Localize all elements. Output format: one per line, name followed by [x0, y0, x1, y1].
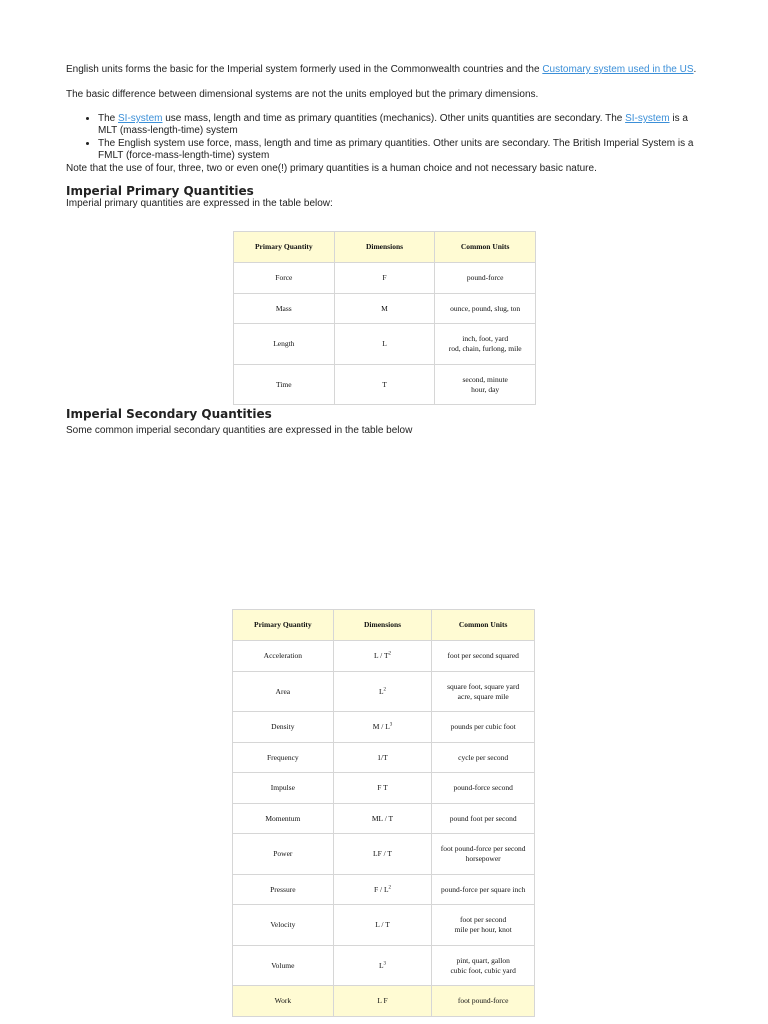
primary-heading: Imperial Primary Quantities: [66, 183, 254, 198]
intro-end: .: [693, 64, 697, 75]
table-row: [233, 743, 535, 773]
units-cell: foot per second squared: [432, 641, 535, 672]
dimension-cell: F: [334, 263, 435, 294]
note-paragraph: Note that the use of four, three, two or even one(!) primary quantities is a human choice and not necessary basic nature.: [66, 163, 597, 174]
units-cell: [435, 365, 536, 405]
table-row: [233, 986, 535, 1017]
table-row: [233, 641, 535, 672]
dimension-cell: [333, 712, 432, 743]
units-line-2: mile per hour, knot: [454, 925, 512, 934]
table-row: [234, 263, 536, 294]
si-system-link[interactable]: SI-system: [118, 113, 163, 124]
units-line-1: pint, quart, gallon: [456, 955, 510, 965]
dimension-text: L / T: [373, 651, 389, 660]
secondary-intro: Some common imperial secondary quantities are expressed in the table below: [66, 425, 413, 436]
table-row: [233, 905, 535, 946]
units-cell: cycle per second: [432, 743, 535, 773]
difference-paragraph: The basic difference between dimensional systems are not the units employed but the primary dimensions.: [66, 88, 539, 100]
table-row: [233, 773, 535, 804]
units-line-1: square foot, square yard: [447, 681, 520, 691]
dimension-text: F / L: [373, 884, 389, 894]
header-dimensions: Dimensions: [334, 232, 435, 263]
dimension-text: L: [378, 686, 384, 696]
quantity-cell: Pressure: [233, 875, 334, 905]
dimension-cell: F T: [333, 773, 432, 804]
dimension-cell: [333, 875, 432, 905]
quantity-cell: Area: [233, 672, 334, 712]
units-cell: pound-force second: [432, 773, 535, 804]
si-item-mid: use mass, length and time as primary quantities (mechanics). Other units quantities are secondary. The: [162, 113, 626, 124]
table-row: [233, 712, 535, 743]
dimension-text: L: [378, 960, 384, 970]
table-row: [234, 324, 536, 365]
units-line-1: inch, foot, yard: [462, 334, 509, 343]
si-item-end: is a MLT (mass-length-time) system: [98, 113, 688, 136]
dimension-cell: M: [334, 294, 435, 324]
primary-intro: Imperial primary quantities are expressed in the table below:: [66, 197, 333, 209]
units-line-1: foot per second: [460, 915, 507, 924]
secondary-quantities-table: [232, 609, 535, 1017]
dimension-cell: [333, 672, 432, 712]
quantity-cell: Volume: [233, 946, 334, 986]
quantity-cell: Work: [233, 986, 334, 1017]
units-cell: pounds per cubic foot: [432, 712, 535, 743]
quantity-cell: Impulse: [233, 773, 334, 804]
header-dimensions: Dimensions: [333, 610, 432, 641]
units-cell: pound-force: [435, 263, 536, 294]
units-cell: [432, 946, 535, 986]
units-cell: ounce, pound, slug, ton: [435, 294, 536, 324]
table-row: [233, 875, 535, 905]
table-row: [233, 804, 535, 834]
quantity-cell: Density: [233, 712, 334, 743]
units-line-2: horsepower: [465, 854, 501, 863]
units-line-1: second, minute: [462, 374, 508, 384]
list-item-si: [98, 113, 706, 136]
quantity-cell: Length: [234, 324, 335, 365]
quantity-cell: Power: [233, 834, 334, 875]
header-units: Common Units: [432, 610, 535, 641]
dimension-cell: LF / T: [333, 834, 432, 875]
quantity-cell: Velocity: [233, 905, 334, 946]
quantity-cell: Time: [234, 365, 335, 405]
units-line-2: acre, square mile: [457, 691, 509, 701]
units-line-2: hour, day: [471, 384, 500, 394]
header-units: Common Units: [435, 232, 536, 263]
quantity-cell: Frequency: [233, 743, 334, 773]
system-list: [66, 113, 706, 161]
header-quantity: Primary Quantity: [233, 610, 334, 641]
dimension-exponent: 3: [383, 961, 387, 966]
quantity-cell: Mass: [234, 294, 335, 324]
dimension-exponent: 2: [388, 885, 392, 890]
quantity-cell: Acceleration: [233, 641, 334, 672]
list-item-english: • The English system use force, mass, length and time as primary quantities. Other units are secondary. The British Imperial System is a FMLT (force-mass-length-time) system: [98, 138, 706, 161]
units-cell: foot pound-force: [432, 986, 535, 1017]
units-cell: [432, 905, 535, 946]
dimension-cell: L: [334, 324, 435, 365]
table-header-row: [234, 232, 536, 263]
table-row: [233, 834, 535, 875]
dimension-cell: [333, 641, 432, 672]
customary-system-link[interactable]: Customary system used in the US: [542, 64, 694, 75]
dimension-cell: L / T: [333, 905, 432, 946]
table-row: [233, 672, 535, 712]
primary-quantities-table: [233, 231, 536, 405]
units-line-2: cubic foot, cubic yard: [450, 965, 516, 975]
intro-paragraph: [66, 64, 706, 76]
units-line-2: rod, chain, furlong, mile: [448, 344, 522, 353]
dimension-cell: T: [334, 365, 435, 405]
si-item-pre: The: [98, 113, 119, 124]
dimension-cell: L F: [333, 986, 432, 1017]
dimension-cell: 1/T: [333, 743, 432, 773]
units-cell: [435, 324, 536, 365]
table-row: [233, 946, 535, 986]
dimension-exponent: 3: [389, 722, 393, 728]
dimension-exponent: 2: [383, 687, 387, 692]
dimension-exponent: 2: [388, 651, 392, 657]
dimension-cell: [333, 946, 432, 986]
si-system-link-2[interactable]: SI-system: [625, 113, 670, 124]
units-line-1: foot pound-force per second: [440, 844, 526, 853]
header-quantity: Primary Quantity: [234, 232, 335, 263]
table-header-row: [233, 610, 535, 641]
quantity-cell: Force: [234, 263, 335, 294]
units-cell: pound foot per second: [432, 804, 535, 834]
units-cell: [432, 672, 535, 712]
quantity-cell: Momentum: [233, 804, 334, 834]
table-row: [234, 365, 536, 405]
article-body: [66, 64, 706, 214]
dimension-cell: ML / T: [333, 804, 432, 834]
units-cell: [432, 834, 535, 875]
secondary-heading: Imperial Secondary Quantities: [66, 407, 272, 421]
units-cell: pound-force per square inch: [432, 875, 535, 905]
table-row: [234, 294, 536, 324]
intro-text: English units forms the basic for the Imperial system formerly used in the Commonwealth countries and the: [66, 64, 543, 75]
dimension-text: M / L: [372, 722, 390, 731]
